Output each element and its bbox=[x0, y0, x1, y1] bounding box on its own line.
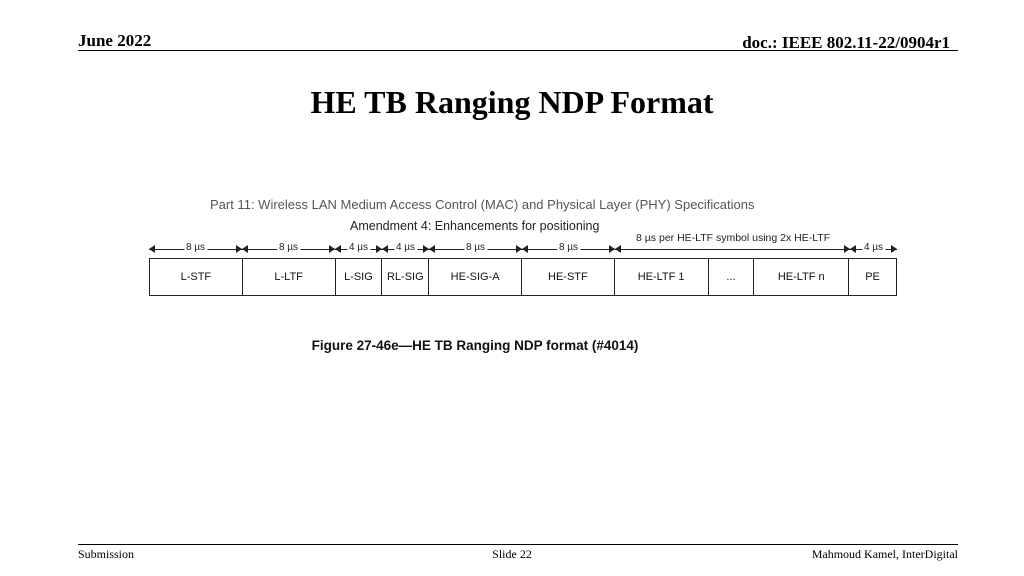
figure-header-text: Part 11: Wireless LAN Medium Access Control (MAC) and Physical Layer (PHY) Specifications bbox=[210, 197, 755, 212]
field-l-stf: L-STF bbox=[150, 259, 243, 295]
arrow-left-icon bbox=[149, 245, 155, 253]
duration-pe bbox=[850, 241, 897, 257]
duration-he-ltf-span bbox=[615, 241, 850, 257]
duration-label: 4 µs bbox=[863, 242, 884, 253]
slide-title: HE TB Ranging NDP Format bbox=[310, 84, 714, 120]
duration-label: 8 µs bbox=[465, 242, 486, 253]
dimension-line bbox=[615, 249, 850, 250]
figure-subheading: Amendment 4: Enhancements for positioning bbox=[350, 219, 600, 233]
header-date: June 2022 bbox=[78, 31, 152, 50]
figure-header-cropped bbox=[210, 197, 755, 212]
arrow-left-icon bbox=[522, 245, 528, 253]
ndp-field-row bbox=[149, 258, 897, 296]
field-rl-sig: RL-SIG bbox=[382, 259, 429, 295]
duration-rl-sig bbox=[382, 241, 429, 257]
ltf-duration-note: 8 µs per HE-LTF symbol using 2x HE-LTF bbox=[636, 232, 831, 244]
arrow-left-icon bbox=[850, 245, 856, 253]
duration-label: 8 µs bbox=[558, 242, 579, 253]
duration-he-stf bbox=[522, 241, 615, 257]
field-l-ltf: L-LTF bbox=[243, 259, 336, 295]
field-he-stf: HE-STF bbox=[522, 259, 615, 295]
field-he-ltf-1: HE-LTF 1 bbox=[615, 259, 709, 295]
field-pe: PE bbox=[865, 271, 880, 283]
field-he-sig-a: HE-SIG-A bbox=[429, 259, 522, 295]
field-l-sig: L-SIG bbox=[336, 259, 383, 295]
header-doc-id: doc.: IEEE 802.11-22/0904r1 bbox=[742, 33, 950, 52]
duration-dimensions bbox=[149, 241, 897, 257]
duration-l-stf bbox=[149, 241, 242, 257]
field-ellipsis: ... bbox=[709, 259, 755, 295]
footer-divider bbox=[78, 544, 958, 545]
footer-submission: Submission bbox=[78, 547, 135, 561]
duration-he-sig-a bbox=[429, 241, 522, 257]
duration-l-ltf bbox=[242, 241, 335, 257]
footer-author: Mahmoud Kamel, InterDigital bbox=[811, 547, 958, 561]
duration-l-sig bbox=[335, 241, 382, 257]
field-he-ltf-n: HE-LTF n bbox=[754, 259, 849, 295]
arrow-left-icon bbox=[382, 245, 388, 253]
arrow-left-icon bbox=[242, 245, 248, 253]
footer-slide-number: Slide 22 bbox=[492, 547, 532, 561]
arrow-left-icon bbox=[615, 245, 621, 253]
duration-label: 4 µs bbox=[395, 242, 416, 253]
duration-label: 4 µs bbox=[348, 242, 369, 253]
figure-caption: Figure 27-46e—HE TB Ranging NDP format (#4014) bbox=[311, 338, 639, 353]
duration-label: 8 µs bbox=[185, 242, 206, 253]
arrow-left-icon bbox=[429, 245, 435, 253]
arrow-left-icon bbox=[335, 245, 341, 253]
duration-label: 8 µs bbox=[278, 242, 299, 253]
arrow-right-icon bbox=[891, 245, 897, 253]
